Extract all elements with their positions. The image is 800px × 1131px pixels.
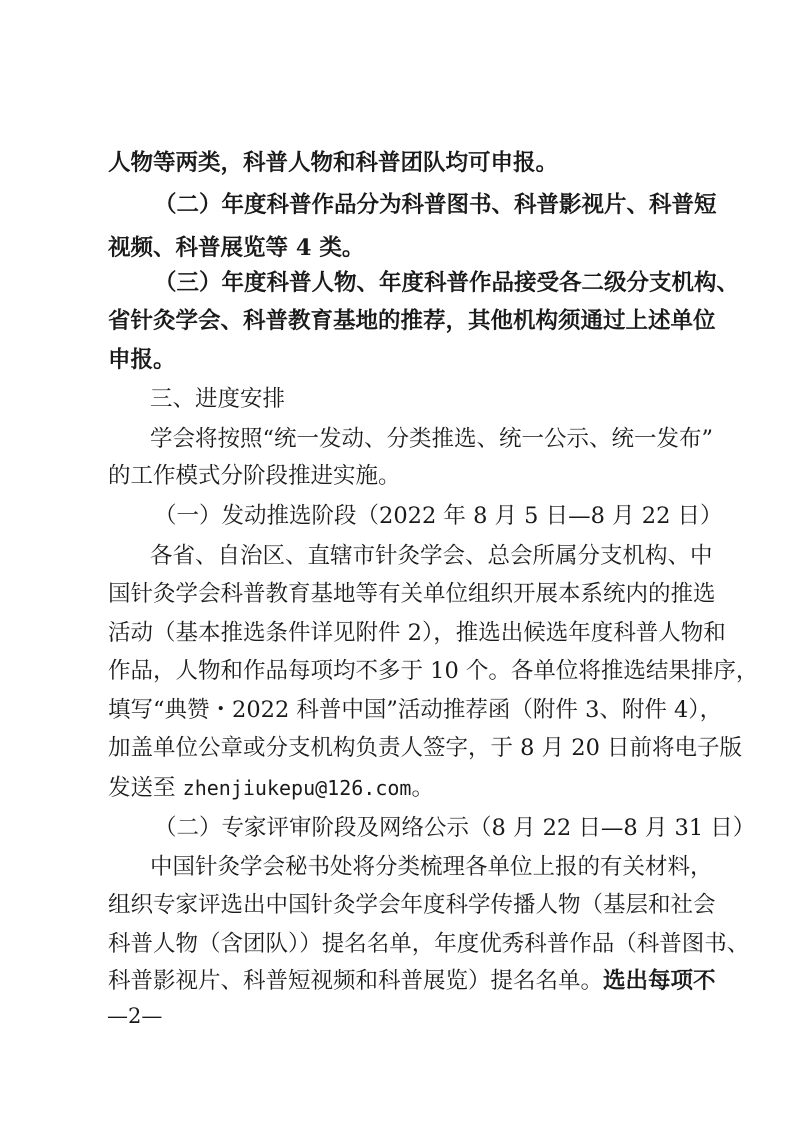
page-number: —2— (107, 1004, 163, 1028)
subsection-heading-2: （二）专家评审阶段及网络公示（8 月 22 日—8 月 31 日） (154, 815, 756, 841)
body-line-13: 活动（基本推选条件详见附件 2），推选出候选年度科普人物和 (108, 620, 726, 646)
body-line-17 (108, 773, 800, 803)
body-line-1: 人物等两类，科普人物和科普团队均可申报。 (108, 150, 559, 176)
body-line-3: 视频、科普展览等 4 类。 (108, 235, 365, 261)
bold-continuation: 选出每项不 (603, 968, 716, 994)
body-line-9: 的工作模式分阶段推进实施。 (108, 463, 401, 489)
body-line-5: 省针灸学会、科普教育基地的推荐，其他机构须通过上述单位 (108, 308, 716, 334)
body-line-12: 国针灸学会科普教育基地等有关单位组织开展本系统内的推选 (108, 581, 716, 607)
sentence-end: 。 (411, 775, 434, 801)
body-line-23 (108, 966, 800, 996)
body-line-8: 学会将按照“统一发动、分类推选、统一公示、统一发布” (150, 426, 714, 452)
subsection-heading-1: （一）发动推选阶段（2022 年 8 月 5 日—8 月 22 日） (154, 503, 723, 529)
body-line-15: 填写“典赞・2022 科普中国”活动推荐函（附件 3、附件 4）， (108, 697, 723, 723)
send-to-text: 发送至 (108, 775, 176, 801)
body-line-14: 作品，人物和作品每项均不多于 10 个。各单位将推选结果排序， (108, 658, 759, 684)
nomination-list-text: 科普影视片、科普短视频和科普展览）提名名单。 (108, 968, 604, 994)
body-line-11: 各省、自治区、直辖市针灸学会、总会所属分支机构、中 (150, 543, 713, 569)
body-line-21: 组织专家评选出中国针灸学会年度科学传播人物（基层和社会 (108, 892, 716, 918)
email-address: zhenjiukepu@126.com (182, 776, 412, 800)
body-line-2: （二）年度科普作品分为科普图书、科普影视片、科普短 (154, 192, 717, 218)
section-heading: 三、进度安排 (150, 386, 286, 412)
body-line-6: 申报。 (108, 347, 176, 373)
body-line-4: （三）年度科普人物、年度科普作品接受各二级分支机构、 (154, 270, 740, 296)
body-line-16: 加盖单位公章或分支机构负责人签字，于 8 月 20 日前将电子版 (108, 735, 743, 761)
body-line-20: 中国针灸学会秘书处将分类梳理各单位上报的有关材料， (150, 854, 713, 880)
body-line-22: 科普人物（含团队））提名名单，年度优秀科普作品（科普图书、 (108, 931, 750, 957)
